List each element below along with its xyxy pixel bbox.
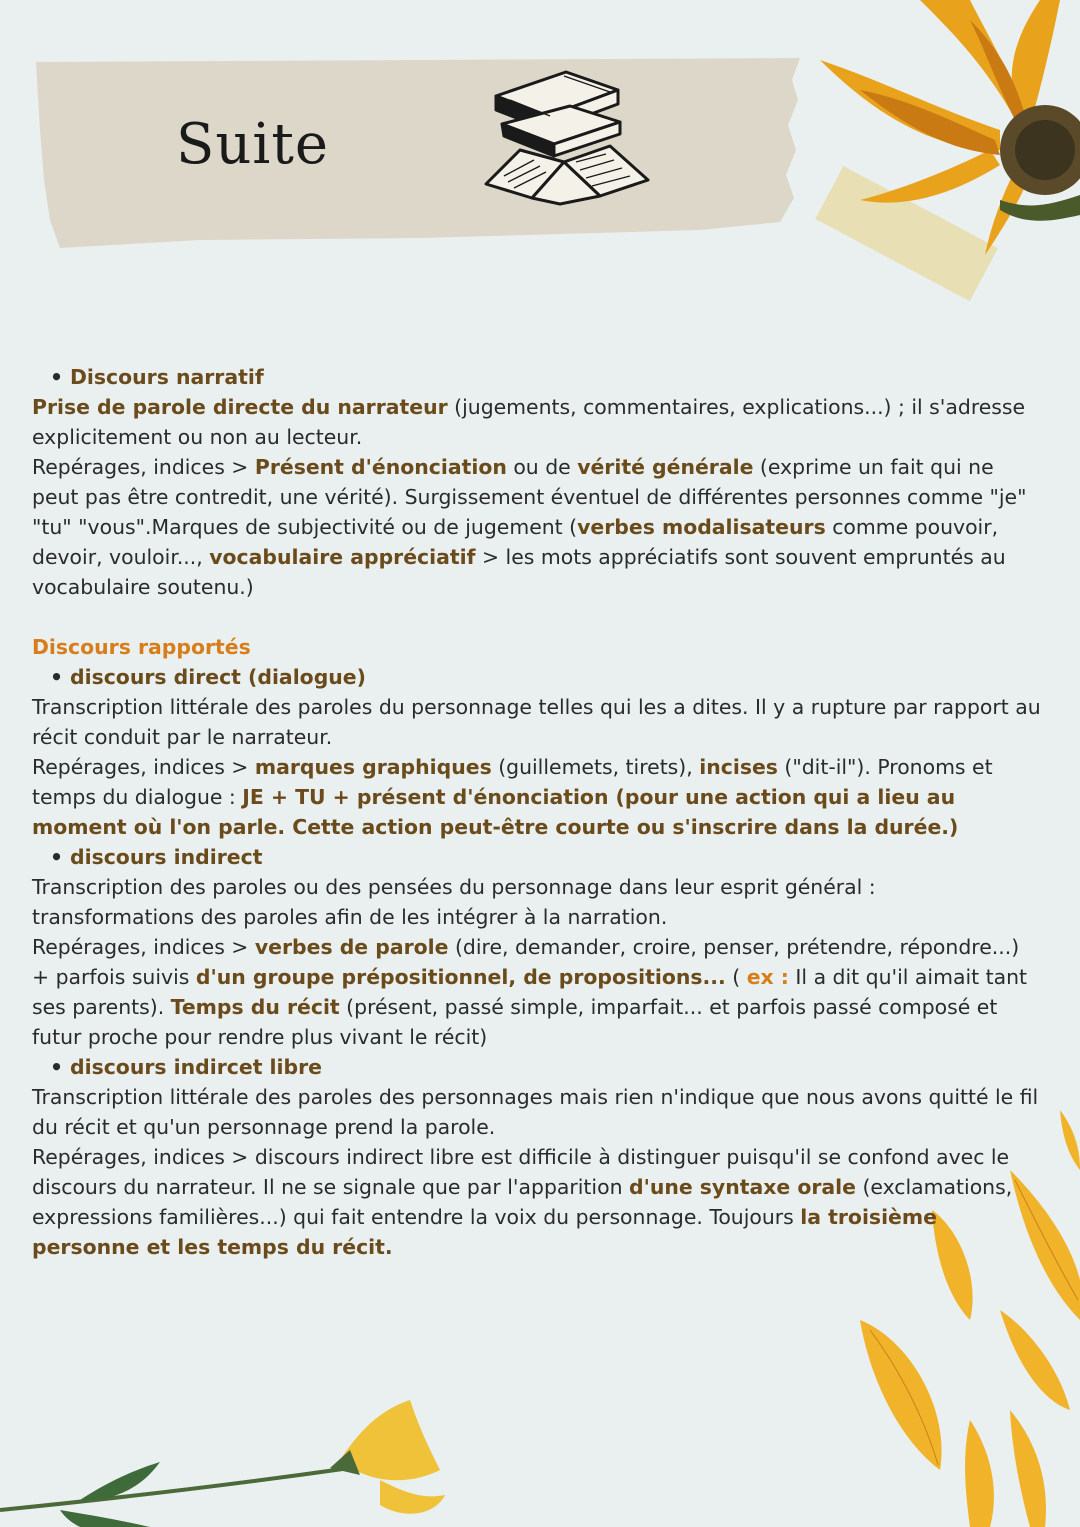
bullet-discours-indirect-libre: • discours indircet libre	[50, 1052, 1042, 1082]
body-text: (présent, passé simple, imparfait... et parfois passé composé et futur proche pour rendre plus vivant le récit)	[32, 995, 998, 1049]
emphasis-text: Temps du récit	[170, 995, 340, 1019]
emphasis-text: d'un groupe prépositionnel, de propositions...	[195, 965, 726, 989]
bullet-discours-indirect: • discours indirect	[50, 842, 1042, 872]
paragraph	[32, 392, 1042, 452]
body-text: (exclamations, expressions familières...) qui fait entendre la voix du personnage. Toujours	[32, 1175, 1013, 1229]
section-heading-discours-rapportes: Discours rapportés	[32, 635, 251, 659]
paragraph	[32, 932, 1042, 1052]
emphasis-text: d'une syntaxe orale	[628, 1175, 856, 1199]
emphasis-text: verbes modalisateurs	[577, 515, 826, 539]
emphasis-text: Présent d'énonciation	[254, 455, 507, 479]
body-text: (	[725, 965, 747, 989]
emphasis-text: incises	[699, 755, 778, 779]
main-content	[32, 362, 1042, 1262]
body-text: (guillemets, tirets),	[491, 755, 700, 779]
paragraph	[32, 452, 1042, 602]
body-text: Transcription littérale des paroles du personnage telles qui les a dites. Il y a rupture par rapport au récit conduit par le narrateur.	[32, 695, 1041, 749]
paragraph	[32, 752, 1042, 842]
emphasis-text: vocabulaire appréciatif	[209, 545, 476, 569]
body-text: Transcription littérale des paroles des personnages mais rien n'indique que nous avons quitté le fil du récit et qu'un personnage prend la parole.	[32, 1085, 1039, 1139]
paragraph	[32, 1142, 1042, 1262]
emphasis-text: la troisième personne et les temps du récit.	[32, 1205, 937, 1259]
body-text: Repérages, indices > discours indirect libre est difficile à distinguer puisqu'il se confond avec le discours du narrateur. Il ne se signale que par l'apparition	[32, 1145, 1010, 1199]
paragraph	[32, 872, 1042, 932]
emphasis-text: Prise de parole directe du narrateur	[32, 395, 448, 419]
title-tape-banner	[0, 0, 820, 260]
emphasis-text: JE + TU + présent d'énonciation (pour une action qui a lieu au moment où l'on parle. Cette action peut-être courte ou s'inscrire dans la durée.)	[32, 785, 959, 839]
bullet-dot: •	[50, 1055, 64, 1079]
body-text: > les mots appréciatifs sont souvent empruntés au vocabulaire soutenu.)	[32, 545, 1006, 599]
emphasis-text: vérité générale	[577, 455, 754, 479]
sunflower-decoration	[800, 0, 1080, 320]
body-text: (jugements, commentaires, explications...) ; il s'adresse explicitement ou non au lecteur.	[32, 395, 1026, 449]
example-label: ex :	[746, 965, 789, 989]
paragraph	[32, 692, 1042, 752]
bullet-dot: •	[50, 365, 64, 389]
emphasis-text: verbes de parole	[254, 935, 449, 959]
bullet-dot: •	[50, 845, 64, 869]
bullet-discours-narratif: • Discours narratif	[50, 362, 1042, 392]
page-title: Suite	[176, 112, 329, 177]
body-text: Repérages, indices >	[32, 755, 255, 779]
paragraph	[32, 1082, 1042, 1142]
body-text: ("dit-il"). Pronoms et temps du dialogue :	[32, 755, 993, 809]
bullet-discours-direct: • discours direct (dialogue)	[50, 662, 1042, 692]
books-icon	[480, 66, 655, 216]
body-text: comme pouvoir, devoir, vouloir...,	[32, 515, 999, 569]
bullet-dot: •	[50, 665, 64, 689]
body-text: ou de	[506, 455, 578, 479]
body-text: Il a dit qu'il aimait tant ses parents).	[32, 965, 1027, 1019]
body-text: Transcription des paroles ou des pensées du personnage dans leur esprit général : transformations des paroles afin de les intégrer à la narration.	[32, 875, 876, 929]
emphasis-text: marques graphiques	[254, 755, 492, 779]
body-text: Repérages, indices >	[32, 935, 255, 959]
body-text: (dire, demander, croire, penser, prétendre, répondre...) + parfois suivis	[32, 935, 1020, 989]
flower-stem-decoration	[0, 1390, 460, 1527]
body-text: (exprime un fait qui ne peut pas être contredit, une vérité). Surgissement éventuel de différentes personnes comme "je" "tu" "vous".Marques de subjectivité ou de jugement (	[32, 455, 1027, 539]
body-text: Repérages, indices >	[32, 455, 255, 479]
